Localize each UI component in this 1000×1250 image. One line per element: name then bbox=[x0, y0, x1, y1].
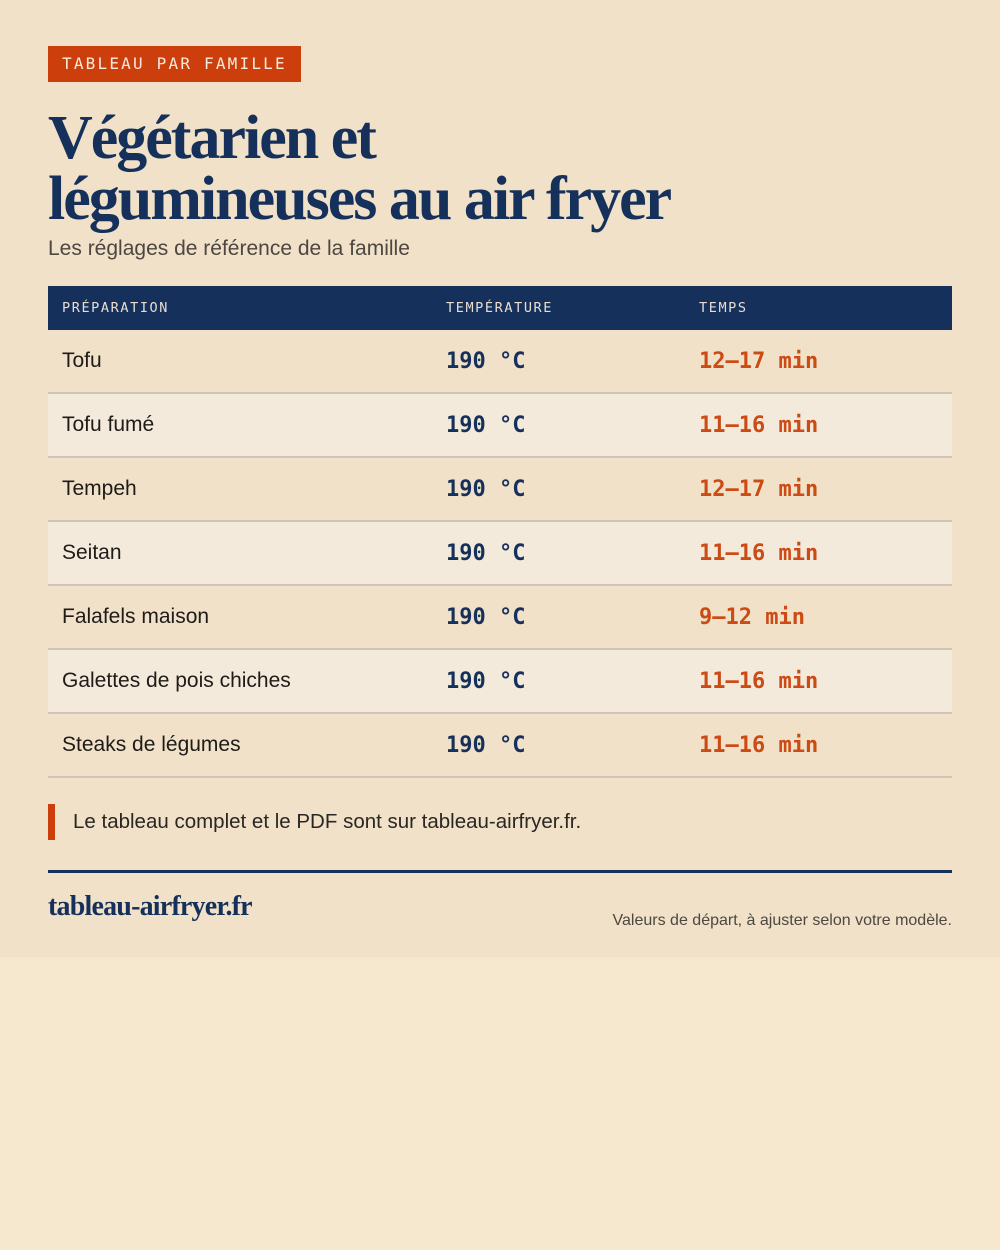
footer bbox=[48, 891, 952, 929]
category-badge: TABLEAU PAR FAMILLE bbox=[48, 46, 301, 82]
page-title bbox=[48, 104, 952, 233]
header-preparation: PRÉPARATION bbox=[62, 300, 170, 316]
table-row bbox=[48, 650, 952, 714]
row-temperature: 190 °C bbox=[446, 348, 526, 374]
row-temperature: 190 °C bbox=[446, 476, 526, 502]
row-temperature: 190 °C bbox=[446, 604, 526, 630]
row-temperature: 190 °C bbox=[446, 668, 526, 694]
title-line-2: légumineuses au air fryer bbox=[48, 165, 671, 233]
header-temperature: TEMPÉRATURE bbox=[446, 300, 554, 316]
settings-table bbox=[48, 286, 952, 778]
row-preparation: Seitan bbox=[62, 541, 122, 564]
row-time: 9–12 min bbox=[699, 604, 805, 630]
row-temperature: 190 °C bbox=[446, 540, 526, 566]
header-time: TEMPS bbox=[699, 300, 748, 316]
table-row bbox=[48, 714, 952, 778]
footer-disclaimer: Valeurs de départ, à ajuster selon votre modèle. bbox=[612, 912, 952, 929]
row-time: 11–16 min bbox=[699, 668, 819, 694]
row-preparation: Tempeh bbox=[62, 477, 137, 500]
row-temperature: 190 °C bbox=[446, 412, 526, 438]
row-preparation: Falafels maison bbox=[62, 605, 210, 628]
row-time: 11–16 min bbox=[699, 412, 819, 438]
row-time: 11–16 min bbox=[699, 732, 819, 758]
table-row bbox=[48, 586, 952, 650]
site-name: tableau-airfryer.fr bbox=[48, 891, 252, 922]
row-preparation: Steaks de légumes bbox=[62, 733, 241, 756]
row-time: 12–17 min bbox=[699, 348, 819, 374]
row-time: 12–17 min bbox=[699, 476, 819, 502]
row-time: 11–16 min bbox=[699, 540, 819, 566]
table-row bbox=[48, 522, 952, 586]
title-line-1: Végétarien et bbox=[48, 104, 375, 172]
row-preparation: Tofu fumé bbox=[62, 413, 155, 436]
table-row bbox=[48, 458, 952, 522]
page-subtitle: Les réglages de référence de la famille bbox=[48, 237, 410, 260]
footer-divider bbox=[48, 870, 952, 873]
row-preparation: Galettes de pois chiches bbox=[62, 669, 291, 692]
info-note: Le tableau complet et le PDF sont sur tableau-airfryer.fr. bbox=[48, 804, 952, 840]
row-preparation: Tofu bbox=[62, 349, 102, 372]
row-temperature: 190 °C bbox=[446, 732, 526, 758]
table-header bbox=[48, 286, 952, 330]
table-row bbox=[48, 330, 952, 394]
table-row bbox=[48, 394, 952, 458]
